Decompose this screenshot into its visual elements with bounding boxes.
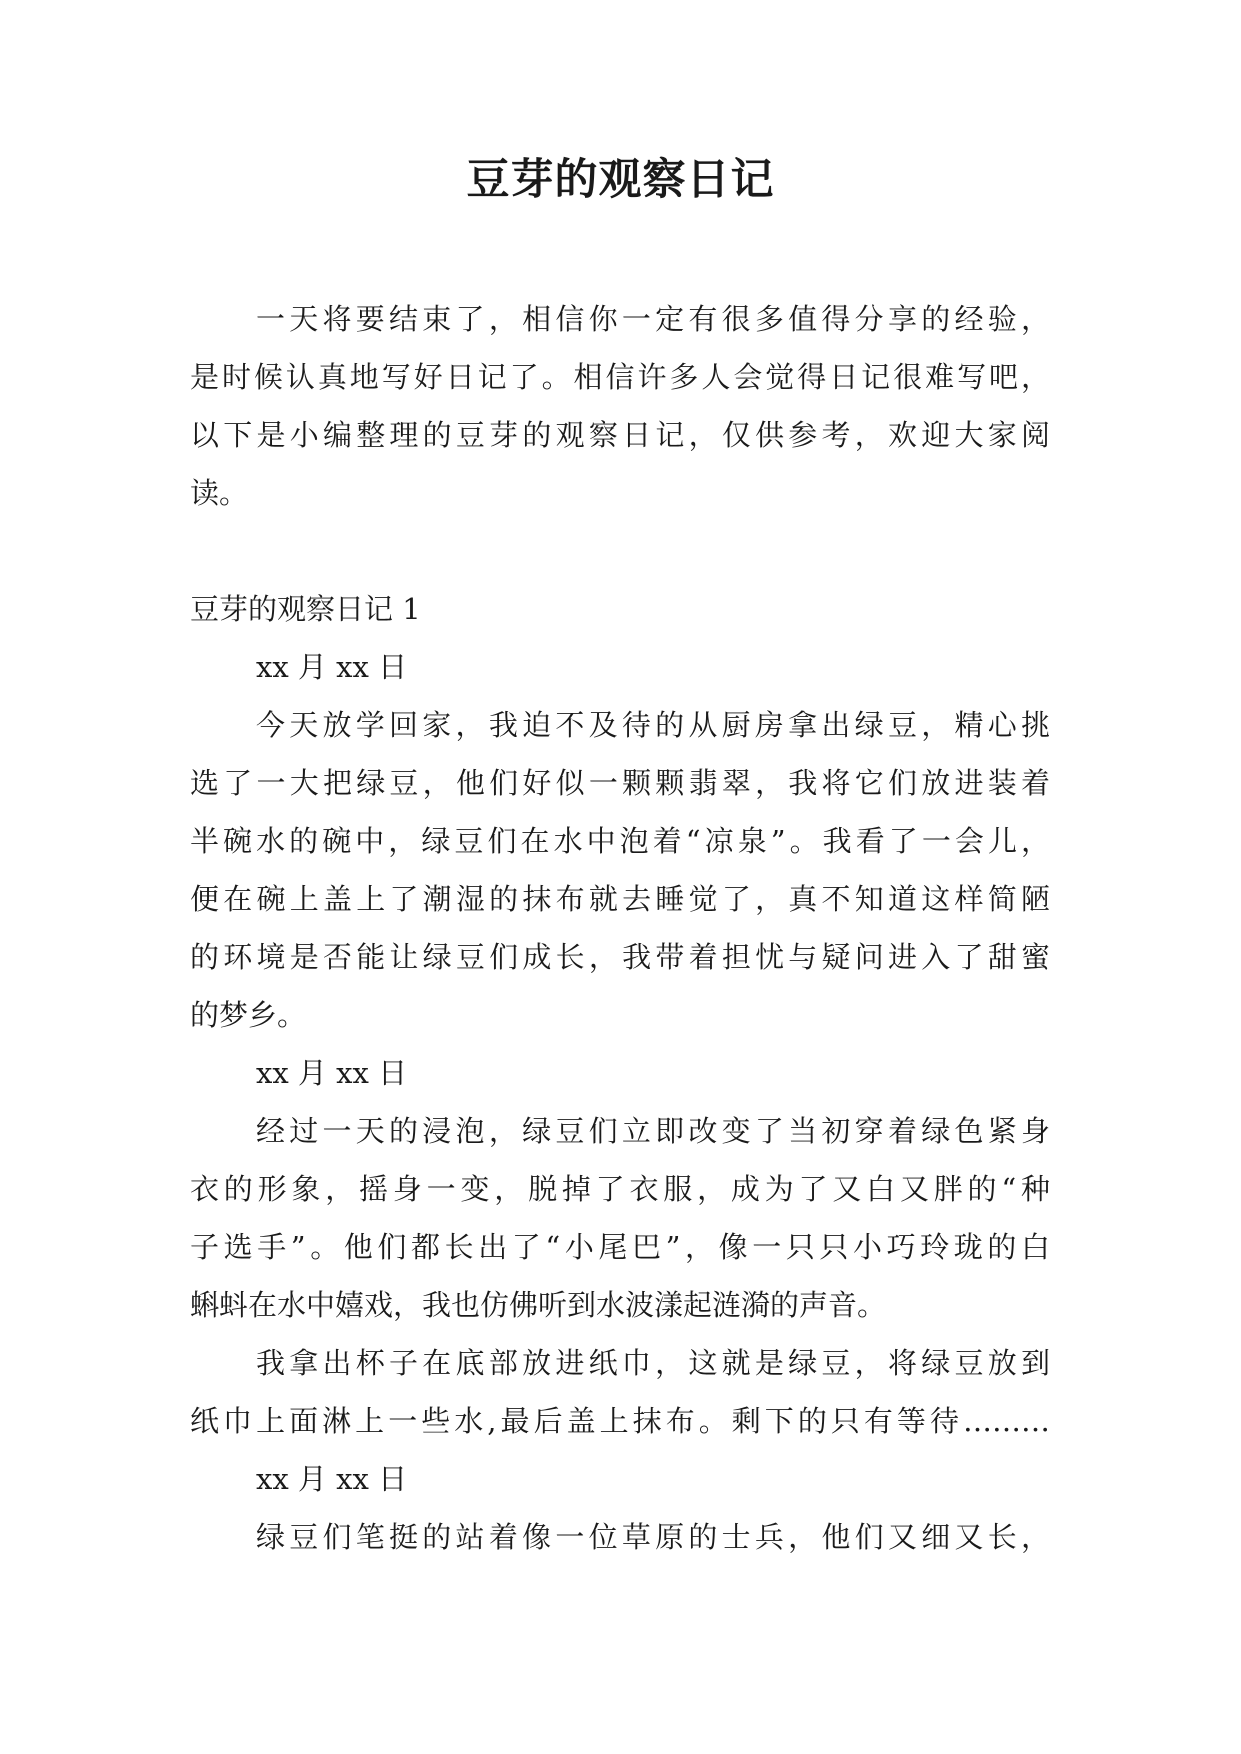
intro-paragraph [190, 290, 1050, 522]
text-line: 纸巾上面淋上一些水,最后盖上抹布。剩下的只有等待……… [190, 1404, 1050, 1438]
spacer [190, 522, 1050, 580]
text-line: 今天放学回家，我迫不及待的从厨房拿出绿豆，精心挑 [256, 708, 1050, 742]
entry-paragraph [190, 1334, 1050, 1450]
entry-paragraph [190, 1508, 1050, 1566]
entry-paragraph [190, 1102, 1050, 1334]
text-line: 读。 [190, 476, 249, 510]
document-title: 豆芽的观察日记 [466, 155, 775, 205]
text-line: 选了一大把绿豆，他们好似一颗颗翡翠，我将它们放进装着 [190, 766, 1050, 800]
entry-date: xx 月 xx 日 [256, 1056, 408, 1090]
text-line: 的梦乡。 [190, 998, 307, 1032]
text-line: 的环境是否能让绿豆们成长，我带着担忧与疑问进入了甜蜜 [190, 940, 1050, 974]
text-line: 是时候认真地写好日记了。相信许多人会觉得日记很难写吧， [190, 360, 1050, 394]
text-line: 绿豆们笔挺的站着像一位草原的士兵，他们又细又长， [256, 1520, 1050, 1554]
text-line: 我拿出杯子在底部放进纸巾，这就是绿豆，将绿豆放到 [256, 1346, 1050, 1380]
text-line: 以下是小编整理的豆芽的观察日记，仅供参考，欢迎大家阅 [190, 418, 1050, 452]
document-body [190, 290, 1050, 1566]
text-line: 衣的形象，摇身一变，脱掉了衣服，成为了又白又胖的“种 [190, 1172, 1050, 1206]
entry-date: xx 月 xx 日 [256, 650, 408, 684]
text-line: 子选手”。他们都长出了“小尾巴”，像一只只小巧玲珑的白 [190, 1230, 1050, 1264]
entry-date: xx 月 xx 日 [256, 1462, 408, 1496]
text-line: 经过一天的浸泡，绿豆们立即改变了当初穿着绿色紧身 [256, 1114, 1050, 1148]
entry-paragraph [190, 696, 1050, 1044]
text-line: 半碗水的碗中，绿豆们在水中泡着“凉泉”。我看了一会儿， [190, 824, 1050, 858]
text-line: 一天将要结束了，相信你一定有很多值得分享的经验， [256, 302, 1050, 336]
text-line: 蝌蚪在水中嬉戏，我也仿佛听到水波漾起涟漪的声音。 [190, 1288, 887, 1322]
text-line: 便在碗上盖上了潮湿的抹布就去睡觉了，真不知道这样简陋 [190, 882, 1050, 916]
section-heading: 豆芽的观察日记 1 [190, 592, 421, 626]
